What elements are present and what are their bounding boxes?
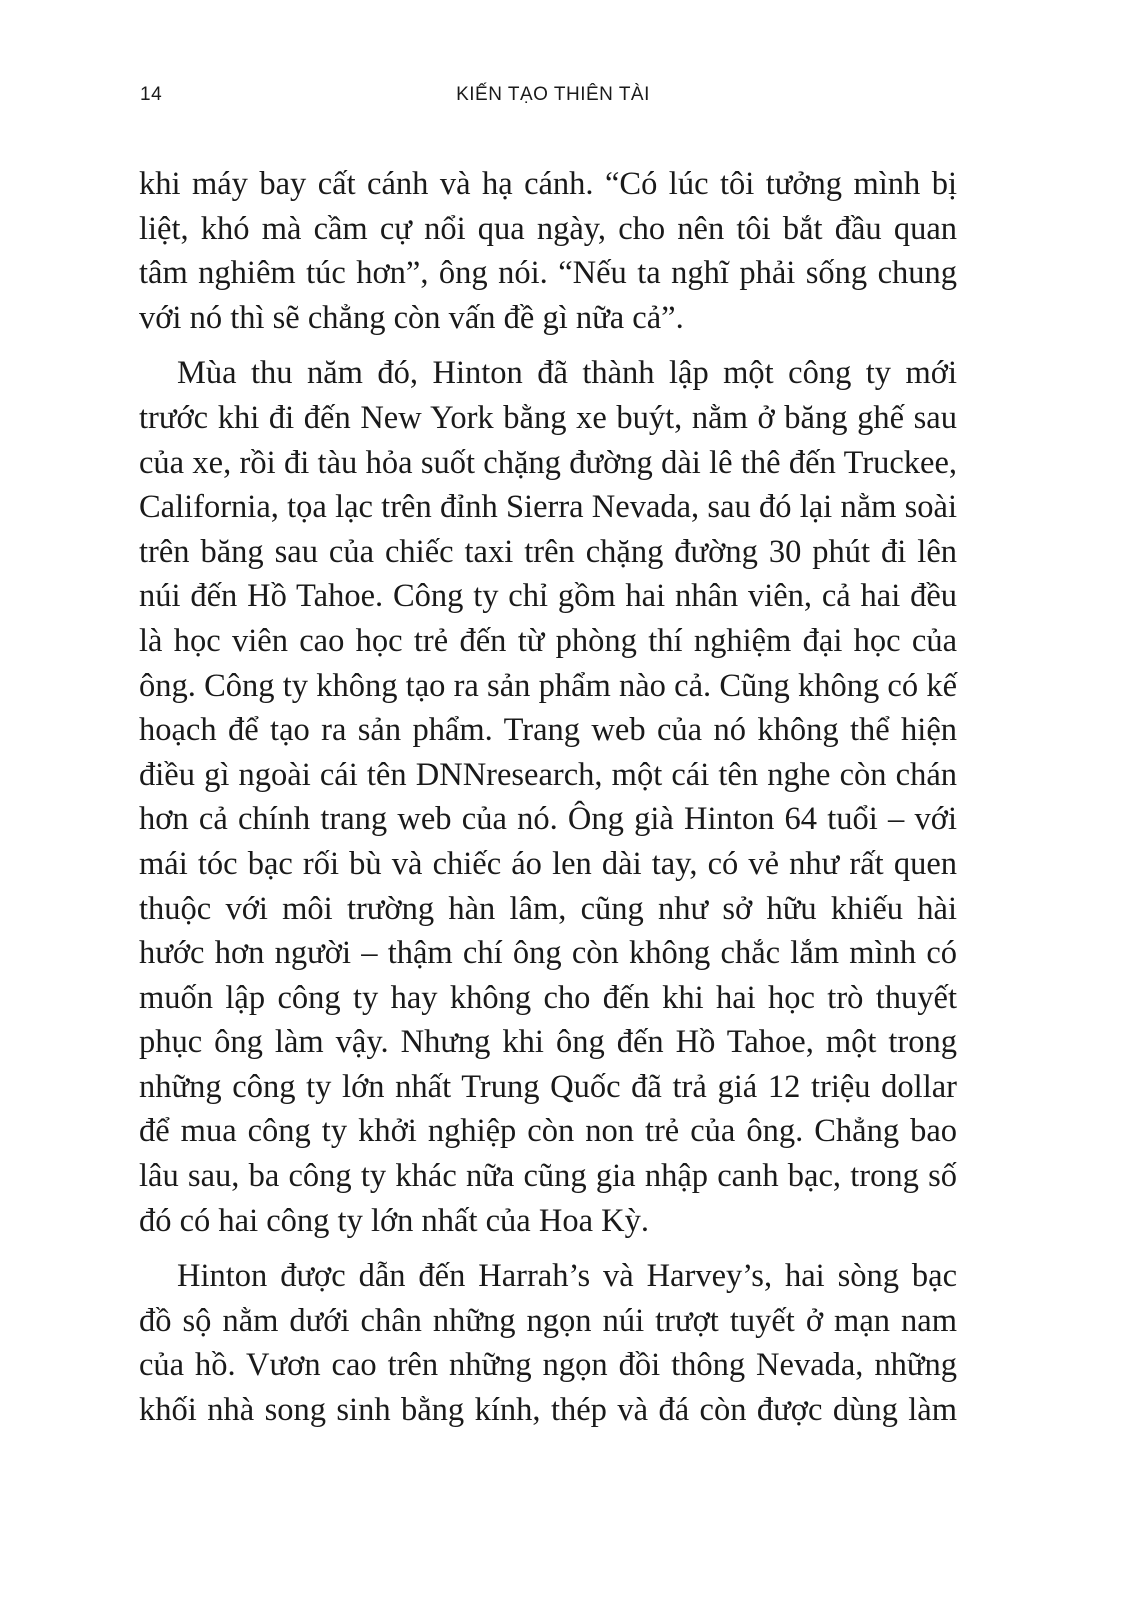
text-line: những công ty lớn nhất Trung Quốc đã trả giá 12 triệu dollar xyxy=(139,1068,957,1105)
text-line: để mua công ty khởi nghiệp còn non trẻ của ông. Chẳng bao xyxy=(139,1113,957,1150)
text-line: trước khi đi đến New York bằng xe buýt, nằm ở băng ghế sau xyxy=(139,399,957,436)
text-line: thuộc với môi trường hàn lâm, cũng như sở hữu khiếu hài xyxy=(139,890,957,927)
text-line: Hinton được dẫn đến Harrah’s và Harvey’s, hai sòng bạc xyxy=(177,1258,957,1295)
text-line: tâm nghiêm túc hơn”, ông nói. “Nếu ta nghĩ phải sống chung xyxy=(139,255,957,292)
text-line: với nó thì sẽ chẳng còn vấn đề gì nữa cả”. xyxy=(139,299,684,336)
running-head xyxy=(140,84,966,108)
text-line: khi máy bay cất cánh và hạ cánh. “Có lúc tôi tưởng mình bị xyxy=(139,166,957,202)
text-line: hơn cả chính trang web của nó. Ông già Hinton 64 tuổi – với xyxy=(139,801,957,838)
text-line: hước hơn người – thậm chí ông còn không chắc lắm mình có xyxy=(139,935,957,972)
text-line: của hồ. Vươn cao trên những ngọn đồi thông Nevada, những xyxy=(139,1347,957,1384)
text-line: điều gì ngoài cái tên DNNresearch, một cái tên nghe còn chán xyxy=(139,756,957,793)
text-line: ông. Công ty không tạo ra sản phẩm nào cả. Cũng không có kế xyxy=(139,667,957,704)
text-line: núi đến Hồ Tahoe. Công ty chỉ gồm hai nhân viên, cả hai đều xyxy=(139,578,957,615)
body-text xyxy=(139,162,957,1444)
text-line: lâu sau, ba công ty khác nữa cũng gia nhập canh bạc, trong số xyxy=(139,1158,957,1195)
book-title: KIẾN TẠO THIÊN TÀI xyxy=(456,84,650,105)
text-line: đồ sộ nằm dưới chân những ngọn núi trượt tuyết ở mạn nam xyxy=(139,1302,957,1339)
text-line: trên băng sau của chiếc taxi trên chặng đường 30 phút đi lên xyxy=(139,533,957,570)
paragraph-1 xyxy=(139,162,957,340)
text-line: hoạch để tạo ra sản phẩm. Trang web của nó không thể hiện xyxy=(139,712,957,749)
page-number: 14 xyxy=(140,84,163,105)
paragraph-2 xyxy=(139,351,957,1243)
text-line: liệt, khó mà cầm cự nổi qua ngày, cho nên tôi bắt đầu quan xyxy=(139,210,957,247)
text-line: của xe, rồi đi tàu hỏa suốt chặng đường dài lê thê đến Truckee, xyxy=(139,444,957,481)
text-line: phục ông làm vậy. Nhưng khi ông đến Hồ Tahoe, một trong xyxy=(139,1024,957,1061)
text-line: là học viên cao học trẻ đến từ phòng thí nghiệm đại học của xyxy=(139,622,957,659)
text-line: mái tóc bạc rối bù và chiếc áo len dài tay, có vẻ như rất quen xyxy=(139,845,957,882)
text-line: khối nhà song sinh bằng kính, thép và đá còn được dùng làm xyxy=(139,1392,957,1429)
text-line: California, tọa lạc trên đỉnh Sierra Nevada, sau đó lại nằm soài xyxy=(139,489,957,526)
text-line: đó có hai công ty lớn nhất của Hoa Kỳ. xyxy=(139,1202,649,1239)
text-line: Mùa thu năm đó, Hinton đã thành lập một công ty mới xyxy=(177,355,957,392)
paragraph-3 xyxy=(139,1254,957,1432)
text-line: muốn lập công ty hay không cho đến khi hai học trò thuyết xyxy=(139,979,957,1016)
